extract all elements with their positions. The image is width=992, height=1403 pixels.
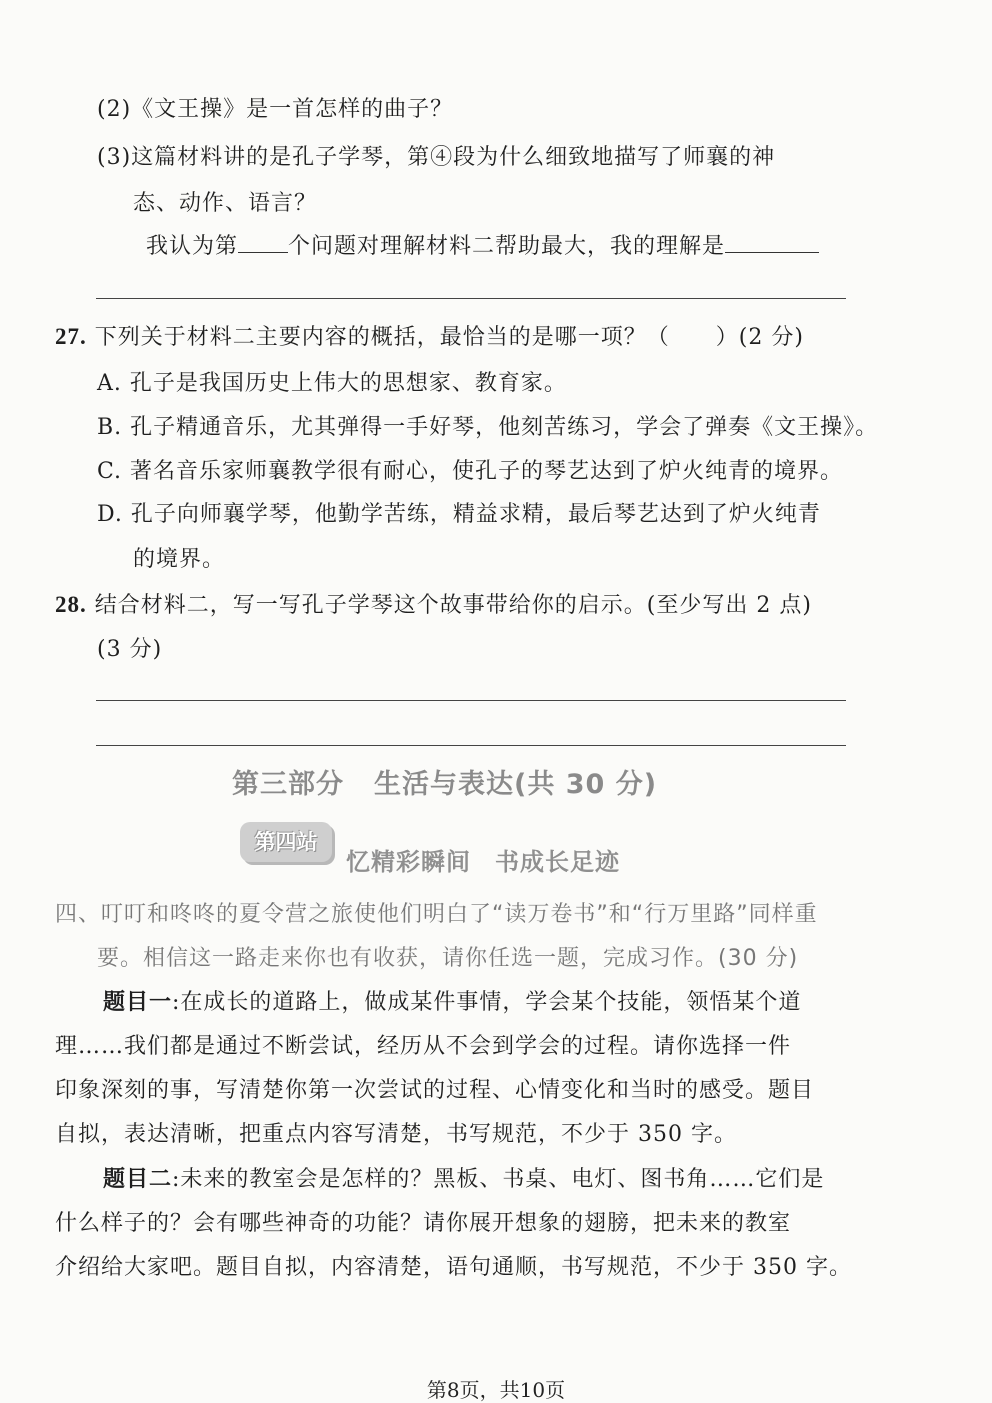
q26-answer-part2: 个问题对理解材料二帮助最大，我的理解是 xyxy=(288,234,726,259)
part4-intro-line1: 四、叮叮和咚咚的夏令营之旅使他们明白了“读万卷书”和“行万里路”同样重 xyxy=(55,902,818,927)
q26-sub2: (2)《文王操》是一首怎样的曲子？ xyxy=(97,97,454,122)
q26-answer-prompt xyxy=(146,229,819,260)
page-number: 第8页，共10页 xyxy=(426,1378,566,1402)
topic1-line2: 理……我们都是通过不断尝试，经历从不会到学会的过程。请你选择一件 xyxy=(55,1034,792,1059)
topic1-line1 xyxy=(103,985,801,1016)
q28-answer-line-2[interactable] xyxy=(96,745,846,746)
topic2-line1 xyxy=(103,1162,824,1193)
topic1-line4: 自拟，表达清晰，把重点内容写清楚，书写规范，不少于 350 字。 xyxy=(55,1122,737,1147)
topic2-text1: :未来的教室会是怎样的？黑板、书桌、电灯、图书角……它们是 xyxy=(172,1167,825,1192)
topic1-line3: 印象深刻的事，写清楚你第一次尝试的过程、心情变化和当时的感受。题目 xyxy=(55,1078,815,1103)
q28-stem-line xyxy=(55,588,812,619)
q26-sub3-line1: (3)这篇材料讲的是孔子学琴，第④段为什么细致地描写了师襄的神 xyxy=(97,145,776,170)
section3-title-part2: 生活与表达(共 30 分) xyxy=(374,769,658,800)
part4-intro-line2: 要。相信这一路走来你也有收获，请你任选一题，完成习作。(30 分) xyxy=(97,946,799,971)
q27-stem: 下列关于材料二主要内容的概括，最恰当的是哪一项？（ ）(2 分) xyxy=(94,325,804,350)
q26-sub3-line2: 态、动作、语言？ xyxy=(133,191,318,216)
section3-title xyxy=(232,762,657,801)
q27-option-a: A. 孔子是我国历史上伟大的思想家、教育家。 xyxy=(97,371,567,396)
topic2-label: 题目二 xyxy=(103,1166,173,1192)
q28-number: 28. xyxy=(55,592,87,617)
station-badge: 第四站 xyxy=(240,822,332,862)
q27-option-d-line1: D. 孔子向师襄学琴，他勤学苦练，精益求精，最后琴艺达到了炉火纯青 xyxy=(97,502,821,527)
q27-option-d-line2: 的境界。 xyxy=(133,547,226,572)
station-sub-part2: 书成长足迹 xyxy=(495,848,620,876)
station-sub-part1: 忆精彩瞬间 xyxy=(346,848,471,876)
q28-stem: 结合材料二，写一写孔子学琴这个故事带给你的启示。(至少写出 2 点) xyxy=(94,593,812,618)
q26-answer-part1: 我认为第 xyxy=(146,234,239,259)
q26-number-blank[interactable] xyxy=(238,252,288,253)
topic2-line2: 什么样子的？会有哪些神奇的功能？请你展开想象的翅膀，把未来的教室 xyxy=(55,1211,792,1236)
topic1-text1: :在成长的道路上，做成某件事情，学会某个技能，领悟某个道 xyxy=(172,990,802,1015)
q28-answer-line-1[interactable] xyxy=(96,700,846,701)
q27-number: 27. xyxy=(55,324,87,349)
q27-option-c: C. 著名音乐家师襄教学很有耐心，使孔子的琴艺达到了炉火纯青的境界。 xyxy=(97,459,844,484)
q27-option-b: B. 孔子精通音乐，尤其弹得一手好琴，他刻苦练习，学会了弹奏《文王操》。 xyxy=(97,415,879,440)
q26-answer-blank-inline[interactable] xyxy=(725,252,819,253)
q26-answer-line[interactable] xyxy=(96,298,846,299)
q27-stem-line xyxy=(55,320,804,351)
q28-points: (3 分) xyxy=(97,637,163,662)
topic2-line3: 介绍给大家吧。题目自拟，内容清楚，语句通顺，书写规范，不少于 350 字。 xyxy=(55,1255,852,1280)
topic1-label: 题目一 xyxy=(103,989,173,1015)
section3-title-part1: 第三部分 xyxy=(232,769,344,800)
station-subtitle xyxy=(346,842,620,877)
